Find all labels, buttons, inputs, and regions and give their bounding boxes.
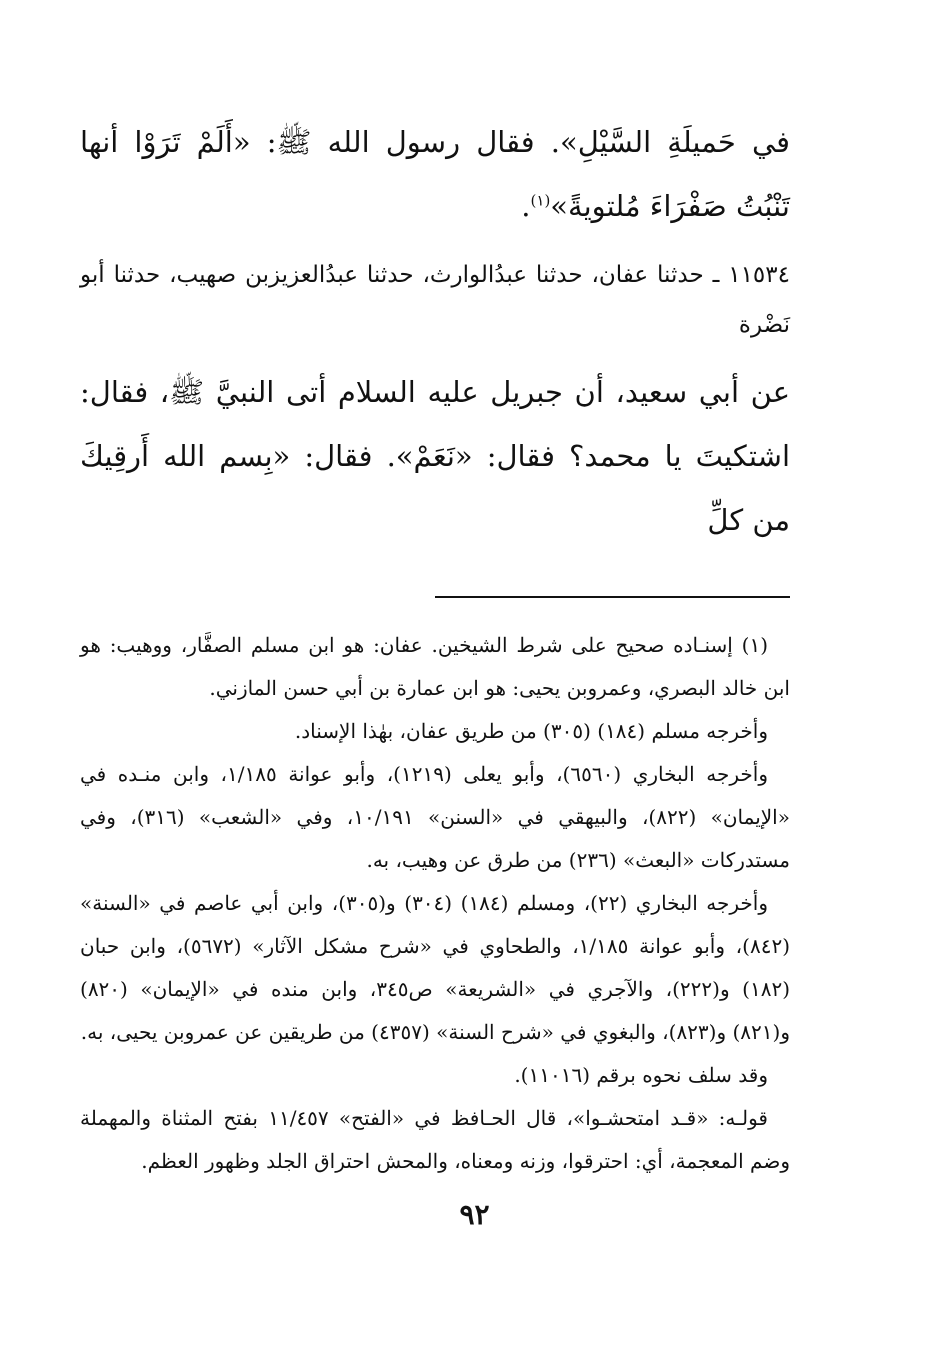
footnote-paragraph: قولـه: «قـد امتحشـوا»، قال الحـافظ في «الفتح» ١١/٤٥٧ بفتح المثناة والمهملة وضم المعجمة، أي: احترقوا، وزنه ومعناه، والمحش احتراق الجلد وظهور العظم.	[80, 1106, 790, 1173]
hadith-isnad: ١١٥٣٤ ـ حدثنا عفان، حدثنا عبدُالوارث، حدثنا عبدُالعزيزبن صهيب، حدثنا أبو نَضْرة	[80, 262, 790, 338]
footnote-reference: (١)	[530, 191, 551, 210]
footnote-separator	[435, 596, 790, 598]
footnote-paragraph: (١) إسنـاده صحيح على شرط الشيخين. عفان: هو ابن مسلم الصفَّار، ووهيب: هو ابن خالد البصري، وعمروبن يحيى: هو ابن عمارة بن أبي حسن المازني.	[80, 633, 790, 700]
footnote-paragraph: وأخرجه البخاري (٢٢)، ومسلم (١٨٤) (٣٠٤) و(٣٠٥)، وابن أبي عاصم في «السنة» (٨٤٢)، وأبو عوانة ١/١٨٥، والطحاوي في «شرح مشكل الآثار» (٥٦٧٢)، وابن حبان (١٨٢) و(٢٢٢)، والآجري في «الشريعة» ص٣٤٥، وابن منده في «الإيمان» (٨٢٠) و(٨٢١) و(٨٢٣)، والبغوي في «شرح السنة» (٤٣٥٧) من طريقين عن عمروبن يحيى، به.	[80, 891, 790, 1044]
page-number: ٩٢	[459, 1198, 490, 1231]
footnote-paragraph: وقد سلف نحوه برقم (١١٠١٦).	[514, 1063, 768, 1087]
hadith-continuation: في حَميلَةِ السَّيْلِ». فقال رسول الله ﷺ: «أَلَمْ تَرَوْا أنها تَنْبُتُ صَفْرَاءَ مُلتويةً»$^{(١)}$.	[80, 125, 790, 223]
hadith-continuation-text: في حَميلَةِ السَّيْلِ». فقال رسول الله ﷺ: «أَلَمْ تَرَوْا أنها تَنْبُتُ صَفْرَاءَ مُلتويةً»	[80, 125, 790, 223]
hadith-matn: عن أبي سعيد، أن جبريل عليه السلام أتى النبيَّ ﷺ، فقال: اشتكيتَ يا محمد؟ فقال: «نَعَمْ». فقال: «بِسم الله أَرقِيكَ من كلِّ	[80, 375, 790, 537]
footnote-paragraph: وأخرجه مسلم (١٨٤) (٣٠٥) من طريق عفان، بهٰذا الإسناد.	[294, 719, 768, 743]
page-body	[80, 110, 790, 1183]
footnote-paragraph: وأخرجه البخاري (٦٥٦٠)، وأبو يعلى (١٢١٩)، وأبو عوانة ١/١٨٥، وابن منـده في «الإيمان» (٨٢٢)، والبيهقي في «السنن» ١٠/١٩١، وفي «الشعب» (٣١٦)، وفي مستدركات «البعث» (٢٣٦) من طرق عن وهيب، به.	[80, 762, 790, 872]
footnotes	[80, 624, 790, 1183]
